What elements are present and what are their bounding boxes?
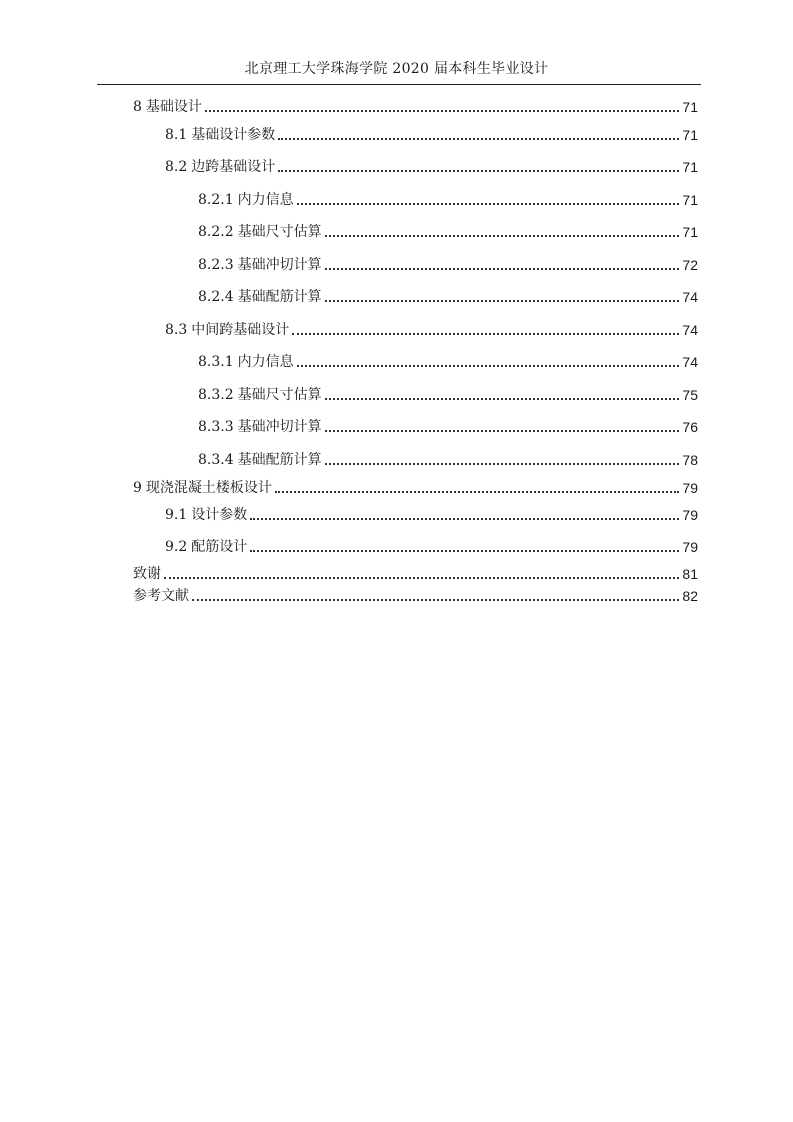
toc-entry-title: 内力信息 [237, 354, 294, 370]
toc-dot-leader [325, 268, 680, 270]
toc-entry-title: 边跨基础设计 [191, 159, 276, 175]
toc-entry[interactable] [133, 97, 698, 117]
toc-dot-leader [278, 138, 679, 140]
toc-entry-page: 75 [682, 387, 698, 403]
toc-entry[interactable] [198, 450, 698, 470]
toc-entry-page: 78 [682, 452, 698, 468]
toc-entry[interactable] [198, 255, 698, 275]
page-header: 北京理工大学珠海学院 2020 届本科生毕业设计 [244, 61, 549, 77]
toc-dot-leader [205, 110, 680, 112]
toc-entry[interactable] [133, 478, 698, 498]
toc-dot-leader [164, 577, 679, 579]
toc-dot-leader [325, 430, 680, 432]
toc-entry[interactable] [198, 352, 698, 372]
toc-entry[interactable] [133, 586, 698, 606]
toc-dot-leader [292, 333, 679, 335]
toc-entry-number: 8.2.2 [198, 224, 234, 240]
toc-entry-page: 79 [682, 480, 698, 496]
toc-entry[interactable] [198, 190, 698, 210]
toc-entry-number: 9 [133, 480, 142, 496]
toc-entry-page: 71 [682, 99, 698, 115]
toc-entry-title: 基础设计 [145, 99, 202, 115]
toc-entry-page: 71 [682, 127, 698, 143]
toc-entry-title: 设计参数 [191, 507, 248, 523]
toc-dot-leader [250, 518, 679, 520]
toc-entry-title: 基础尺寸估算 [237, 387, 322, 403]
toc-entry[interactable] [198, 222, 698, 242]
toc-entry-title: 基础设计参数 [191, 127, 276, 143]
toc-entry-title: 内力信息 [237, 192, 294, 208]
toc-dot-leader [278, 170, 679, 172]
toc-entry-number: 8.3.2 [198, 387, 234, 403]
toc-dot-leader [275, 491, 680, 493]
toc-entry[interactable] [165, 537, 698, 557]
toc-entry-page: 82 [682, 588, 698, 604]
toc-entry-number: 8.2 [165, 159, 188, 175]
toc-entry[interactable] [165, 505, 698, 525]
toc-entry-title: 基础配筋计算 [237, 452, 322, 468]
toc-entry-number: 8.2.3 [198, 257, 234, 273]
toc-entry-title: 现浇混凝土楼板设计 [145, 480, 272, 496]
toc-entry-page: 79 [682, 539, 698, 555]
toc-entry-title: 基础冲切计算 [237, 419, 322, 435]
toc-dot-leader [250, 550, 679, 552]
toc-entry-page: 71 [682, 192, 698, 208]
toc-entry-title: 基础配筋计算 [237, 289, 322, 305]
toc-entry-page: 74 [682, 322, 698, 338]
toc-entry-number: 8 [133, 99, 142, 115]
toc-dot-leader [297, 365, 680, 367]
toc-entry[interactable] [198, 417, 698, 437]
toc-entry[interactable] [165, 157, 698, 177]
toc-dot-leader [297, 203, 680, 205]
toc-entry-number: 8.3 [165, 322, 188, 338]
toc-entry-page: 79 [682, 507, 698, 523]
toc-dot-leader [325, 463, 680, 465]
toc-dot-leader [325, 300, 680, 302]
toc-dot-leader [192, 599, 679, 601]
toc-entry-page: 74 [682, 289, 698, 305]
toc-entry[interactable] [165, 320, 698, 340]
toc-entry-number: 8.2.1 [198, 192, 234, 208]
toc-entry-number: 9.2 [165, 539, 188, 555]
toc-entry[interactable] [165, 125, 698, 145]
toc-entry-number: 8.3.3 [198, 419, 234, 435]
toc-dot-leader [325, 398, 680, 400]
toc-entry-number: 8.1 [165, 127, 188, 143]
toc-dot-leader [325, 235, 680, 237]
toc-entry-title: 基础尺寸估算 [237, 224, 322, 240]
toc-entry-title: 配筋设计 [191, 539, 248, 555]
toc-entry-title: 基础冲切计算 [237, 257, 322, 273]
toc-entry-page: 74 [682, 354, 698, 370]
toc-entry-page: 71 [682, 224, 698, 240]
toc-entry[interactable] [198, 287, 698, 307]
toc-entry-number: 8.3.4 [198, 452, 234, 468]
toc-entry[interactable] [198, 385, 698, 405]
toc-entry-title: 参考文献 [133, 588, 189, 604]
toc-entry-number: 8.3.1 [198, 354, 234, 370]
toc-entry-number: 8.2.4 [198, 289, 234, 305]
toc-entry-title: 中间跨基础设计 [191, 322, 290, 338]
toc-entry[interactable] [133, 564, 698, 584]
toc-entry-page: 71 [682, 159, 698, 175]
toc-entry-page: 72 [682, 257, 698, 273]
toc-entry-page: 76 [682, 419, 698, 435]
toc-entry-page: 81 [682, 566, 698, 582]
toc-entry-number: 9.1 [165, 507, 188, 523]
toc-entry-title: 致谢 [133, 566, 161, 582]
